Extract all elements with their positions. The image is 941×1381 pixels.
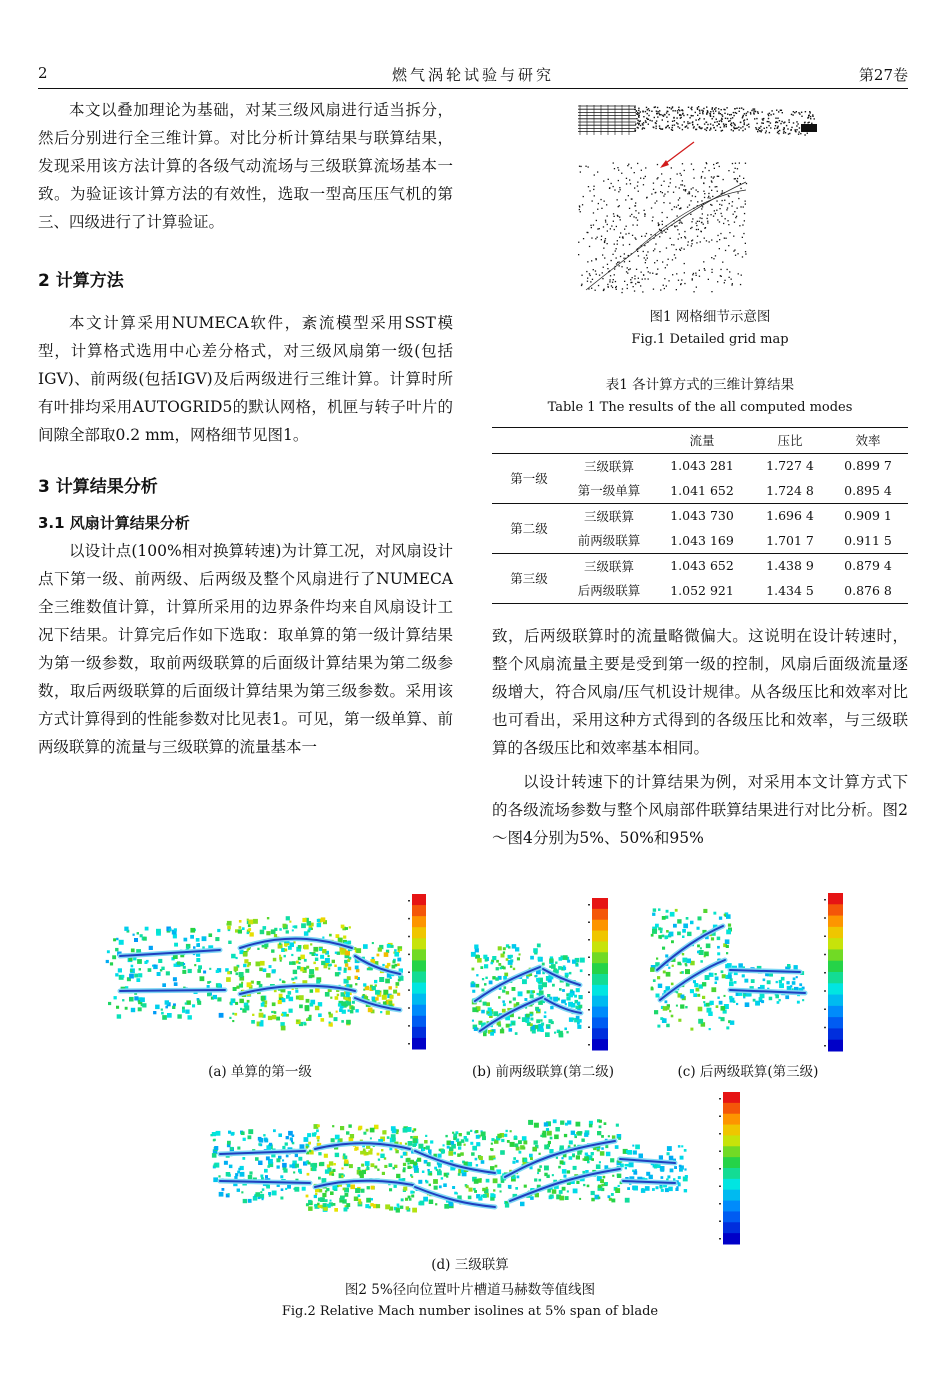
table-header-row <box>492 428 908 454</box>
figure-1-caption-en: Fig.1 Detailed grid map <box>631 332 789 347</box>
table-row <box>492 503 908 528</box>
pr-cell: 1.434 5 <box>752 578 828 603</box>
mode-cell: 前两级联算 <box>566 528 652 553</box>
header-efficiency: 效率 <box>828 428 908 454</box>
page-header <box>38 62 908 84</box>
header-pressure-ratio: 压比 <box>752 428 828 454</box>
grid-zoom-detail <box>578 162 747 293</box>
subsection-3-1-title: 3.1 风扇计算结果分析 <box>38 514 190 532</box>
stage-cell: 第二级 <box>492 503 566 553</box>
figure-2c-subcaption: (c) 后两级联算(第三级) <box>677 1064 819 1080</box>
figure-2b-contour-image <box>465 893 615 1053</box>
right-column <box>492 622 908 852</box>
pr-cell: 1.701 7 <box>752 528 828 553</box>
figure-2a-contour-image <box>100 886 435 1056</box>
flow-cell: 1.041 652 <box>652 478 752 503</box>
eff-cell: 0.879 4 <box>844 558 892 574</box>
flow-cell: 1.043 730 <box>670 508 734 524</box>
colorbar <box>824 893 843 1052</box>
mode-cell: 三级联算 <box>583 508 634 524</box>
flow-cell: 1.052 921 <box>652 578 752 603</box>
colorbar <box>588 898 608 1051</box>
flow-cell: 1.043 169 <box>652 528 752 553</box>
colorbar <box>408 894 426 1050</box>
figure-1-grid-image <box>576 100 821 298</box>
colorbar <box>719 1092 740 1245</box>
pr-cell: 1.724 8 <box>752 478 828 503</box>
figure-2-caption-cn: 图2 5%径向位置叶片槽道马赫数等值线图 <box>344 1282 596 1298</box>
figure-2b-subcaption: (b) 前两级联算(第二级) <box>471 1064 614 1080</box>
eff-cell: 0.899 7 <box>844 458 892 474</box>
right-paragraph-2: 以设计转速下的计算结果为例，对采用本文计算方式下的各级流场参数与整个风扇部件联算结果进行对比分析。图2～图4分别为5%、50%和95% <box>492 773 908 847</box>
mode-cell: 第一级单算 <box>566 478 652 503</box>
contour-dots <box>306 1124 419 1213</box>
eff-cell: 0.895 4 <box>828 478 908 503</box>
table-row <box>492 553 908 578</box>
mode-cell: 三级联算 <box>583 458 634 474</box>
figure-2c-contour-image <box>645 888 850 1056</box>
figure-2d-contour-image <box>205 1089 745 1247</box>
contour-dots <box>625 1145 688 1193</box>
header-flow: 流量 <box>652 428 752 454</box>
flow-cell: 1.043 652 <box>670 558 734 574</box>
mode-cell: 后两级联算 <box>566 578 652 603</box>
figure-1-caption-cn: 图1 网格细节示意图 <box>649 309 771 325</box>
intro-paragraph: 本文以叠加理论为基础，对某三级风扇进行适当拆分，然后分别进行全三维计算。对比分析计算结果与联算结果，发现采用该方法计算的各级气动流场与三级联算流场基本一致。为验证该计算方法的有效性，选取一型高压压气机的第三、四级进行了计算验证。 <box>38 101 453 231</box>
flow-cell: 1.043 281 <box>670 458 734 474</box>
pr-cell: 1.696 4 <box>766 508 814 524</box>
right-paragraph-1: 致，后两级联算时的流量略微偏大。这说明在设计转速时，整个风扇流量主要是受到第一级的控制，风扇后面级流量逐级增大，符合风扇/压气机设计规律。从各级压比和效率对比也可看出，采用这种方式得到的各级压比和效率，与三级联算的各级压比和效率基本相同。 <box>492 627 908 757</box>
results-table <box>492 427 908 604</box>
contour-dots <box>210 1129 308 1203</box>
pr-cell: 1.727 4 <box>766 458 814 474</box>
figure-2d-subcaption: (d) 三级联算 <box>431 1257 509 1273</box>
contour-dots <box>471 944 544 1037</box>
section-3-title: 3 计算结果分析 <box>38 477 158 497</box>
journal-title: 燃气涡轮试验与研究 <box>391 66 554 84</box>
mode-cell: 三级联算 <box>583 558 634 574</box>
blade-profile-core <box>120 990 225 991</box>
contour-dots <box>225 916 353 1030</box>
grid-overview-strip <box>578 105 817 136</box>
section-2-paragraph: 本文计算采用NUMECA软件，紊流模型采用SST模型，计算格式选用中心差分格式，对三级风扇第一级(包括IGV)、前两级(包括IGV)及后两级进行三维计算。计算时所有叶排均采用AUTOGRID5的默认网格，机匣与转子叶片的间隙全部取0.2 mm，网格细节见图1。 <box>38 314 453 444</box>
stage-cell: 第一级 <box>492 453 566 503</box>
section-2-title: 2 计算方法 <box>38 271 124 291</box>
volume-label: 第27卷 <box>858 66 908 84</box>
eff-cell: 0.876 8 <box>828 578 908 603</box>
eff-cell: 0.911 5 <box>828 528 908 553</box>
table-1-caption-en: Table 1 The results of the all computed modes <box>547 400 853 415</box>
figure-2-caption-en: Fig.2 Relative Mach number isolines at 5% span of blade <box>281 1304 659 1319</box>
table-row <box>492 453 908 478</box>
table-1-caption-cn: 表1 各计算方式的三维计算结果 <box>605 377 795 393</box>
header-cell <box>492 428 566 454</box>
header-rule <box>38 88 908 89</box>
eff-cell: 0.909 1 <box>844 508 892 524</box>
figure-2a-subcaption: (a) 单算的第一级 <box>208 1064 312 1080</box>
pr-cell: 1.438 9 <box>766 558 814 574</box>
stage-cell: 第三级 <box>492 553 566 603</box>
left-column <box>38 96 453 761</box>
contour-dots <box>106 927 224 1020</box>
section-3-1-paragraph: 以设计点(100%相对换算转速)为计算工况，对风扇设计点下第一级、前两级、后两级及整个风扇进行了NUMECA全三维数值计算，计算所采用的边界条件均来自风扇设计工况下结果。计算完后作如下选取：取单算的第一级计算结果为第一级参数，取前两级联算的后面级计算结果为第二级参数，取后两级联算的后面级计算结果为第三级参数。采用该方式计算得到的性能参数对比见表1。可见，第一级单算、前两级联算的流量与三级联算的流量基本一 <box>38 542 453 756</box>
header-cell <box>566 428 652 454</box>
page-number: 2 <box>38 64 48 82</box>
